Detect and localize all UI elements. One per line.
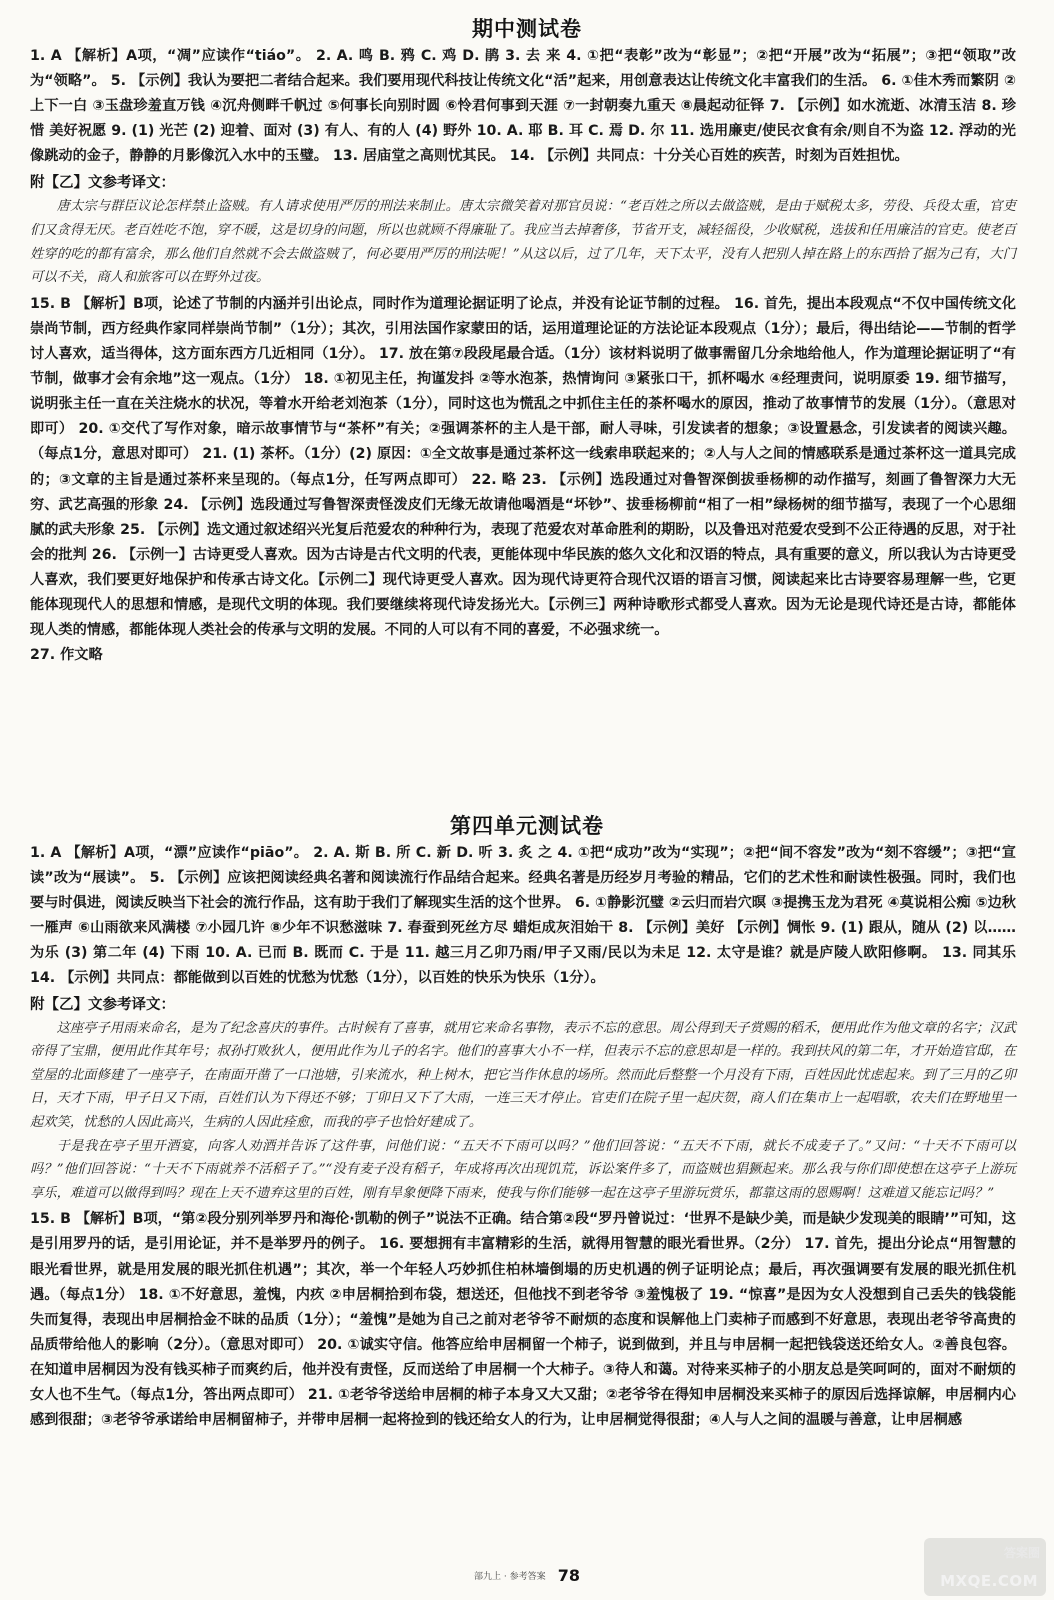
midterm-answers-part2 <box>30 292 1016 668</box>
midterm-answers-1-14: 1. A 【解析】A项，“凋”应读作“tiáo”。 2. A. 鸣 B. 鸦 C. 鸡 D. 鹃 3. 去 来 4. ①把“表彰”改为“彰显”；②把“开展”改为“拓展”；③把“领取”改为“领略”。 5. 【示例】我认为要把二者结合起来。我们要用现代科技让传统文化“活”起来，用创意表达让传统文化丰富我们的生活。 6. ①佳木秀而繁阴 ②上下一白 ③玉盘珍羞直万钱 ④沉舟侧畔千帆过 ⑤何事长向别时圆 ⑥怜君何事到天涯 ⑦一封朝奏九重天 ⑧晨起动征铎 7. 【示例】如水流逝、冰清玉洁 8. 珍惜 美好祝愿 9. (1) 光芒 (2) 迎着、面对 (3) 有人、有的人 (4) 野外 10. A. 耶 B. 耳 C. 焉 D. 尔 11. 选用廉吏/使民衣食有余/则自不为盗 12. 浮动的光像跳动的金子，静静的月影像沉入水中的玉璧。 13. 居庙堂之高则忧其民。 14. 【示例】共同点：十分关心百姓的疾苦，时刻为百姓担忧。 <box>30 48 1016 165</box>
midterm-answers-15-26: 15. B 【解析】B项，论述了节制的内涵并引出论点，同时作为道理论据证明了论点，并没有论证节制的过程。 16. 首先，提出本段观点“不仅中国传统文化崇尚节制，西方经典作家同样崇尚节制”（1分）；其次，引用法国作家蒙田的话，运用道理论证的方法论证本段观点（1分）；最后，得出结论——节制的哲学讨人喜欢，适当得体，这方面东西方几近相同（1分）。 17. 放在第⑦段段尾最合适。（1分）该材料说明了做事需留几分余地给他人，作为道理论据证明了“有节制，做事才会有余地”这一观点。（1分） 18. ①初见主任，拘谨发抖 ②等水泡茶，热情询问 ③紧张口干，抓杯喝水 ④经理责问，说明原委 19. 细节描写，说明张主任一直在关注烧水的状况，等着水开给老刘泡茶（1分），同时这也为慌乱之中抓住主任的茶杯喝水的原因，推动了故事情节的发展（1分）。（意思对即可） 20. ①交代了写作对象，暗示故事情节与“茶杯”有关；②强调茶杯的主人是干部，耐人寻味，引发读者的想象；③设置悬念，引发读者的阅读兴趣。（每点1分，意思对即可） 21. (1) 茶杯。（1分）(2) 原因：①全文故事是通过茶杯这一线索串联起来的；②人与人之间的情感联系是通过茶杯这一道具完成的；③文章的主旨是通过茶杯来呈现的。（每点1分，任写两点即可） 22. 略 23. 【示例】选段通过对鲁智深倒拔垂杨柳的动作描写，刻画了鲁智深力大无穷、武艺高强的形象 24. 【示例】选段通过写鲁智深责怪泼皮们无缘无故请他喝酒是“坏钞”、拔垂杨柳前“相了一相”绿杨树的细节描写，表现了一个心思细腻的武夫形象 25. 【示例】选文通过叙述绍兴光复后范爱农的种种行为，表现了范爱农对革命胜利的期盼，以及鲁迅对范爱农受到不公正待遇的反思，对于社会的批判 26. 【示例一】古诗更受人喜欢。因为古诗是古代文明的代表，更能体现中华民族的悠久文化和汉语的特点，具有重要的意义，所以我认为古诗更受人喜欢，我们要更好地保护和传承古诗文化。【示例二】现代诗更受人喜欢。因为现代诗更符合现代汉语的语言习惯，阅读起来比古诗要容易理解一些，它更能体现现代人的思想和情感，是现代文明的体现。我们要继续将现代诗发扬光大。【示例三】两种诗歌形式都受人喜欢。因为无论是现代诗还是古诗，都能体现人类的情感，都能体现人类社会的传承与文明的发展。不同的人可以有不同的喜爱，不必强求统一。 <box>30 295 1016 639</box>
midterm-translation-heading: 附【乙】文参考译文： <box>30 175 175 192</box>
midterm-translation-text: 唐太宗与群臣议论怎样禁止盗贼。有人请求使用严厉的刑法来制止。唐太宗微笑着对那官员说：“老百姓之所以去做盗贼，是由于赋税太多，劳役、兵役太重，官吏们又贪得无厌。老百姓吃不饱，穿不暖，这是切身的问题，所以也就顾不得廉耻了。我应当去掉奢侈，节省开支，减轻徭役，少收赋税，选拔和任用廉洁的官吏。使老百姓穿的吃的都有富余，那么他们自然就不会去做盗贼了，何必要用严厉的刑法呢！”从这以后，过了几年，天下太平，没有人把别人掉在路上的东西拾了据为己有，大门可以不关，商人和旅客可以在野外过夜。 <box>30 199 1016 286</box>
midterm-section <box>0 16 1054 668</box>
unit4-translation <box>30 1017 1016 1206</box>
unit4-translation-para2: 于是我在亭子里开酒宴，向客人劝酒并告诉了这件事，问他们说：“五天不下雨可以吗？”他们回答说：“五天不下雨，就长不成麦子了。”又问：“十天不下雨可以吗？”他们回答说：“十天不下雨就养不活稻子了。”“没有麦子没有稻子，年成将再次出现饥荒，诉讼案件多了，而盗贼也猖獗起来。那么我与你们即使想在这亭子上游玩享乐，难道可以做得到吗？现在上天不遗弃这里的百姓，刚有旱象便降下雨来，使我与你们能够一起在这亭子里游玩赏乐，都靠这雨的恩赐啊！这难道又能忘记吗？” <box>30 1138 1016 1201</box>
page-footer <box>0 1566 1054 1592</box>
midterm-answers-part1 <box>30 44 1016 169</box>
unit4-answers-1-14: 1. A 【解析】A项，“漂”应读作“piāo”。 2. A. 斯 B. 所 C. 新 D. 听 3. 炙 之 4. ①把“成功”改为“实现”；②把“间不容发”改为“刻不容缓”；③把“宣读”改为“展读”。 5. 【示例】应该把阅读经典名著和阅读流行作品结合起来。经典名著是历经岁月考验的精品，它们的艺术性和耐读性极强。同时，我们也要与时俱进，阅读反映当下社会的流行作品，这有助于我们了解现实生活的这个世界。 6. ①静影沉璧 ②云归而岩穴暝 ③提携玉龙为君死 ④莫说相公痴 ⑤边秋一雁声 ⑥山雨欲来风满楼 ⑦小园几许 ⑧少年不识愁滋味 7. 春蚕到死丝方尽 蜡炬成灰泪始干 8. 【示例】美好 【示例】惆怅 9. (1) 跟从，随从 (2) 以……为乐 (3) 第二年 (4) 下雨 10. A. 已而 B. 既而 C. 于是 11. 越三月乙卯乃雨/甲子又雨/民以为未足 12. 太守是谁？就是庐陵人欧阳修啊。 13. 同其乐 14. 【示例】共同点：都能做到以百姓的忧愁为忧愁（1分），以百姓的快乐为快乐（1分）。 <box>30 845 1016 987</box>
unit4-section <box>0 813 1054 1433</box>
page-number: 78 <box>557 1566 580 1585</box>
midterm-answer-27: 27. 作文略 <box>30 647 103 664</box>
watermark-logo <box>924 1538 1046 1596</box>
unit4-answers-15-21: 15. B 【解析】B项，“第②段分别列举罗丹和海伦·凯勒的例子”说法不正确。结合第②段“罗丹曾说过：‘世界不是缺少美，而是缺少发现美的眼睛’”可知，这是引用罗丹的话，是引用论证，并不是举罗丹的例子。 16. 要想拥有丰富精彩的生活，就得用智慧的眼光看世界。（2分） 17. 首先，提出分论点“用智慧的眼光看世界，就是用发展的眼光抓住机遇”；其次，举一个年轻人巧妙抓住柏林墙倒塌的历史机遇的例子证明论点；最后，再次强调要有发展的眼光抓住机遇。（每点1分） 18. ①不好意思，羞愧，内疚 ②申居桐拾到布袋，想送还，但他找不到老爷爷 ③羞愧极了 19. “惊喜”是因为女人没想到自己丢失的钱袋能失而复得，表现出申居桐拾金不昧的品质（1分）；“羞愧”是她为自己之前对老爷爷不耐烦的态度和误解他上门卖柿子而感到不好意思，表现出老爷爷高贵的品质带给他人的影响（2分）。（意思对即可） 20. ①诚实守信。他答应给申居桐留一个柿子，说到做到，并且与申居桐一起把钱袋送还给女人。②善良包容。在知道申居桐因为没有钱买柿子而爽约后，他并没有责怪，反而送给了申居桐一个大柿子。③待人和蔼。对待来买柿子的小朋友总是笑呵呵的，面对不耐烦的女人也不生气。（每点1分，答出两点即可） 21. ①老爷爷送给申居桐的柿子本身又大又甜；②老爷爷在得知申居桐没来买柿子的原因后选择谅解，申居桐内心感到很甜；③老爷爷承诺给申居桐留柿子，并带申居桐一起将捡到的钱还给女人的行为，让申居桐觉得很甜；④人与人之间的温暖与善意，让申居桐感 <box>30 1211 1016 1429</box>
unit4-answers-part2 <box>30 1207 1016 1433</box>
unit4-title: 第四单元测试卷 <box>450 814 604 838</box>
unit4-translation-heading: 附【乙】文参考译文： <box>30 996 175 1013</box>
midterm-translation <box>30 195 1016 289</box>
watermark-line2: MXQE.COM <box>940 1572 1038 1590</box>
midterm-title: 期中测试卷 <box>472 17 582 41</box>
footer-book-tag: 部九上 · 参考答案 <box>474 1572 546 1582</box>
unit4-answers-part1 <box>30 841 1016 992</box>
unit4-translation-para1: 这座亭子用雨来命名，是为了纪念喜庆的事件。古时候有了喜事，就用它来命名事物，表示不忘的意思。周公得到天子赏赐的稻禾，便用此作为他文章的名字；汉武帝得了宝鼎，便用此作其年号；叔孙打败狄人，便用此作为儿子的名字。他们的喜事大小不一样，但表示不忘的意思却是一样的。我到扶风的第二年，才开始造官邸，在堂屋的北面修建了一座亭子，在南面开凿了一口池塘，引来流水，种上树木，把它当作休息的场所。然而此后整整一个月没有下雨，百姓因此忧虑起来。到了三月的乙卯日，天才下雨，甲子日又下雨，百姓们认为下得还不够；丁卯日又下了大雨，一连三天才停止。官吏们在院子里一起庆贺，商人们在集市上一起唱歌，农夫们在野地里一起欢笑，忧愁的人因此高兴，生病的人因此痊愈，而我的亭子也恰好建成了。 <box>30 1020 1016 1130</box>
watermark-line1: 答案圈 <box>1003 1546 1040 1560</box>
